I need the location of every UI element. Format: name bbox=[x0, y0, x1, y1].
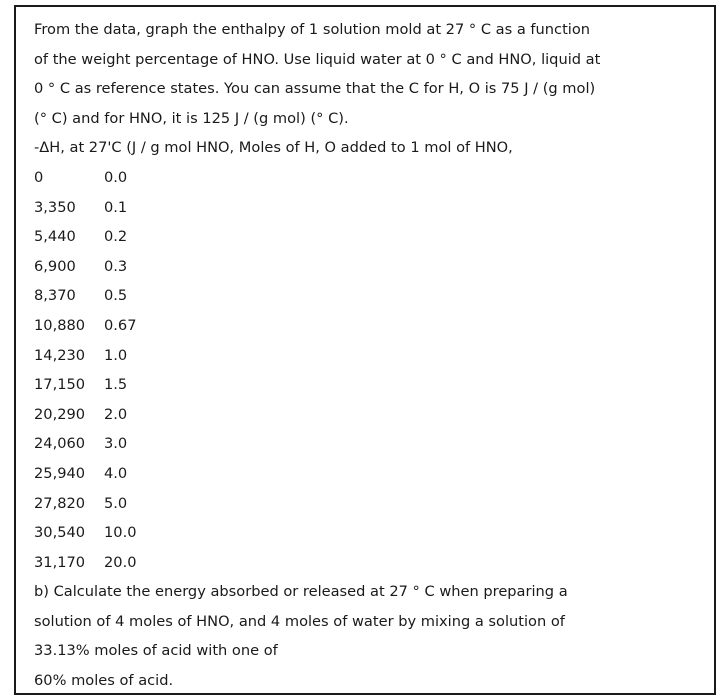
table-row bbox=[34, 459, 714, 489]
intro-line: of the weight percentage of HNO. Use liquid water at 0 ° C and HNO, liquid at bbox=[34, 50, 601, 68]
moles-cell: 1.5 bbox=[104, 376, 128, 394]
intro-line: 0 ° C as reference states. You can assume that the C for H, O is 75 J / (g mol) bbox=[34, 80, 596, 98]
moles-cell: 0.2 bbox=[104, 228, 128, 246]
moles-cell: 0.1 bbox=[104, 198, 128, 216]
moles-cell: 10.0 bbox=[104, 524, 137, 542]
moles-cell: 0.5 bbox=[104, 287, 128, 305]
moles-cell: 5.0 bbox=[104, 494, 128, 512]
delta-h-cell: 8,370 bbox=[34, 287, 76, 305]
part-b-line: solution of 4 moles of HNO, and 4 moles of water by mixing a solution of bbox=[34, 612, 565, 630]
table-row bbox=[34, 311, 714, 341]
part-b-line: b) Calculate the energy absorbed or released at 27 ° C when preparing a bbox=[34, 583, 568, 601]
moles-cell: 20.0 bbox=[104, 553, 137, 571]
delta-h-cell: 3,350 bbox=[34, 198, 76, 216]
moles-cell: 0.3 bbox=[104, 257, 128, 275]
delta-h-cell: 0 bbox=[34, 168, 44, 186]
moles-cell: 4.0 bbox=[104, 464, 128, 482]
delta-h-cell: 6,900 bbox=[34, 257, 76, 275]
delta-h-cell: 17,150 bbox=[34, 376, 86, 394]
moles-cell: 2.0 bbox=[104, 405, 128, 423]
delta-h-cell: 10,880 bbox=[34, 316, 86, 334]
delta-h-cell: 31,170 bbox=[34, 553, 86, 571]
part-b-line: 60% moles of acid. bbox=[34, 672, 174, 690]
table-row bbox=[34, 222, 714, 252]
moles-cell: 1.0 bbox=[104, 346, 128, 364]
part-b-line: 33.13% moles of acid with one of bbox=[34, 642, 278, 660]
delta-h-cell: 27,820 bbox=[34, 494, 86, 512]
moles-cell: 3.0 bbox=[104, 435, 128, 453]
delta-h-cell: 30,540 bbox=[34, 524, 86, 542]
problem-text bbox=[34, 15, 714, 695]
table-row bbox=[34, 281, 714, 311]
delta-h-cell: 5,440 bbox=[34, 228, 76, 246]
table-row bbox=[34, 193, 714, 223]
delta-h-cell: 25,940 bbox=[34, 464, 86, 482]
document-frame bbox=[14, 5, 716, 695]
table-row bbox=[34, 252, 714, 282]
table-row bbox=[34, 548, 714, 578]
table-row bbox=[34, 163, 714, 193]
table-row bbox=[34, 400, 714, 430]
table-row bbox=[34, 489, 714, 519]
delta-h-cell: 20,290 bbox=[34, 405, 86, 423]
table-row bbox=[34, 518, 714, 548]
table-row bbox=[34, 429, 714, 459]
moles-cell: 0.67 bbox=[104, 316, 137, 334]
table-row bbox=[34, 370, 714, 400]
intro-line: From the data, graph the enthalpy of 1 solution mold at 27 ° C as a function bbox=[34, 21, 591, 38]
table-row bbox=[34, 341, 714, 371]
intro-line: (° C) and for HNO, it is 125 J / (g mol) (° C). bbox=[34, 109, 349, 127]
enthalpy-table bbox=[34, 163, 714, 577]
delta-h-cell: 24,060 bbox=[34, 435, 86, 453]
moles-cell: 0.0 bbox=[104, 168, 128, 186]
table-header-line: -ΔH, at 27'C (J / g mol HNO, Moles of H, O added to 1 mol of HNO, bbox=[34, 139, 513, 157]
delta-h-cell: 14,230 bbox=[34, 346, 86, 364]
